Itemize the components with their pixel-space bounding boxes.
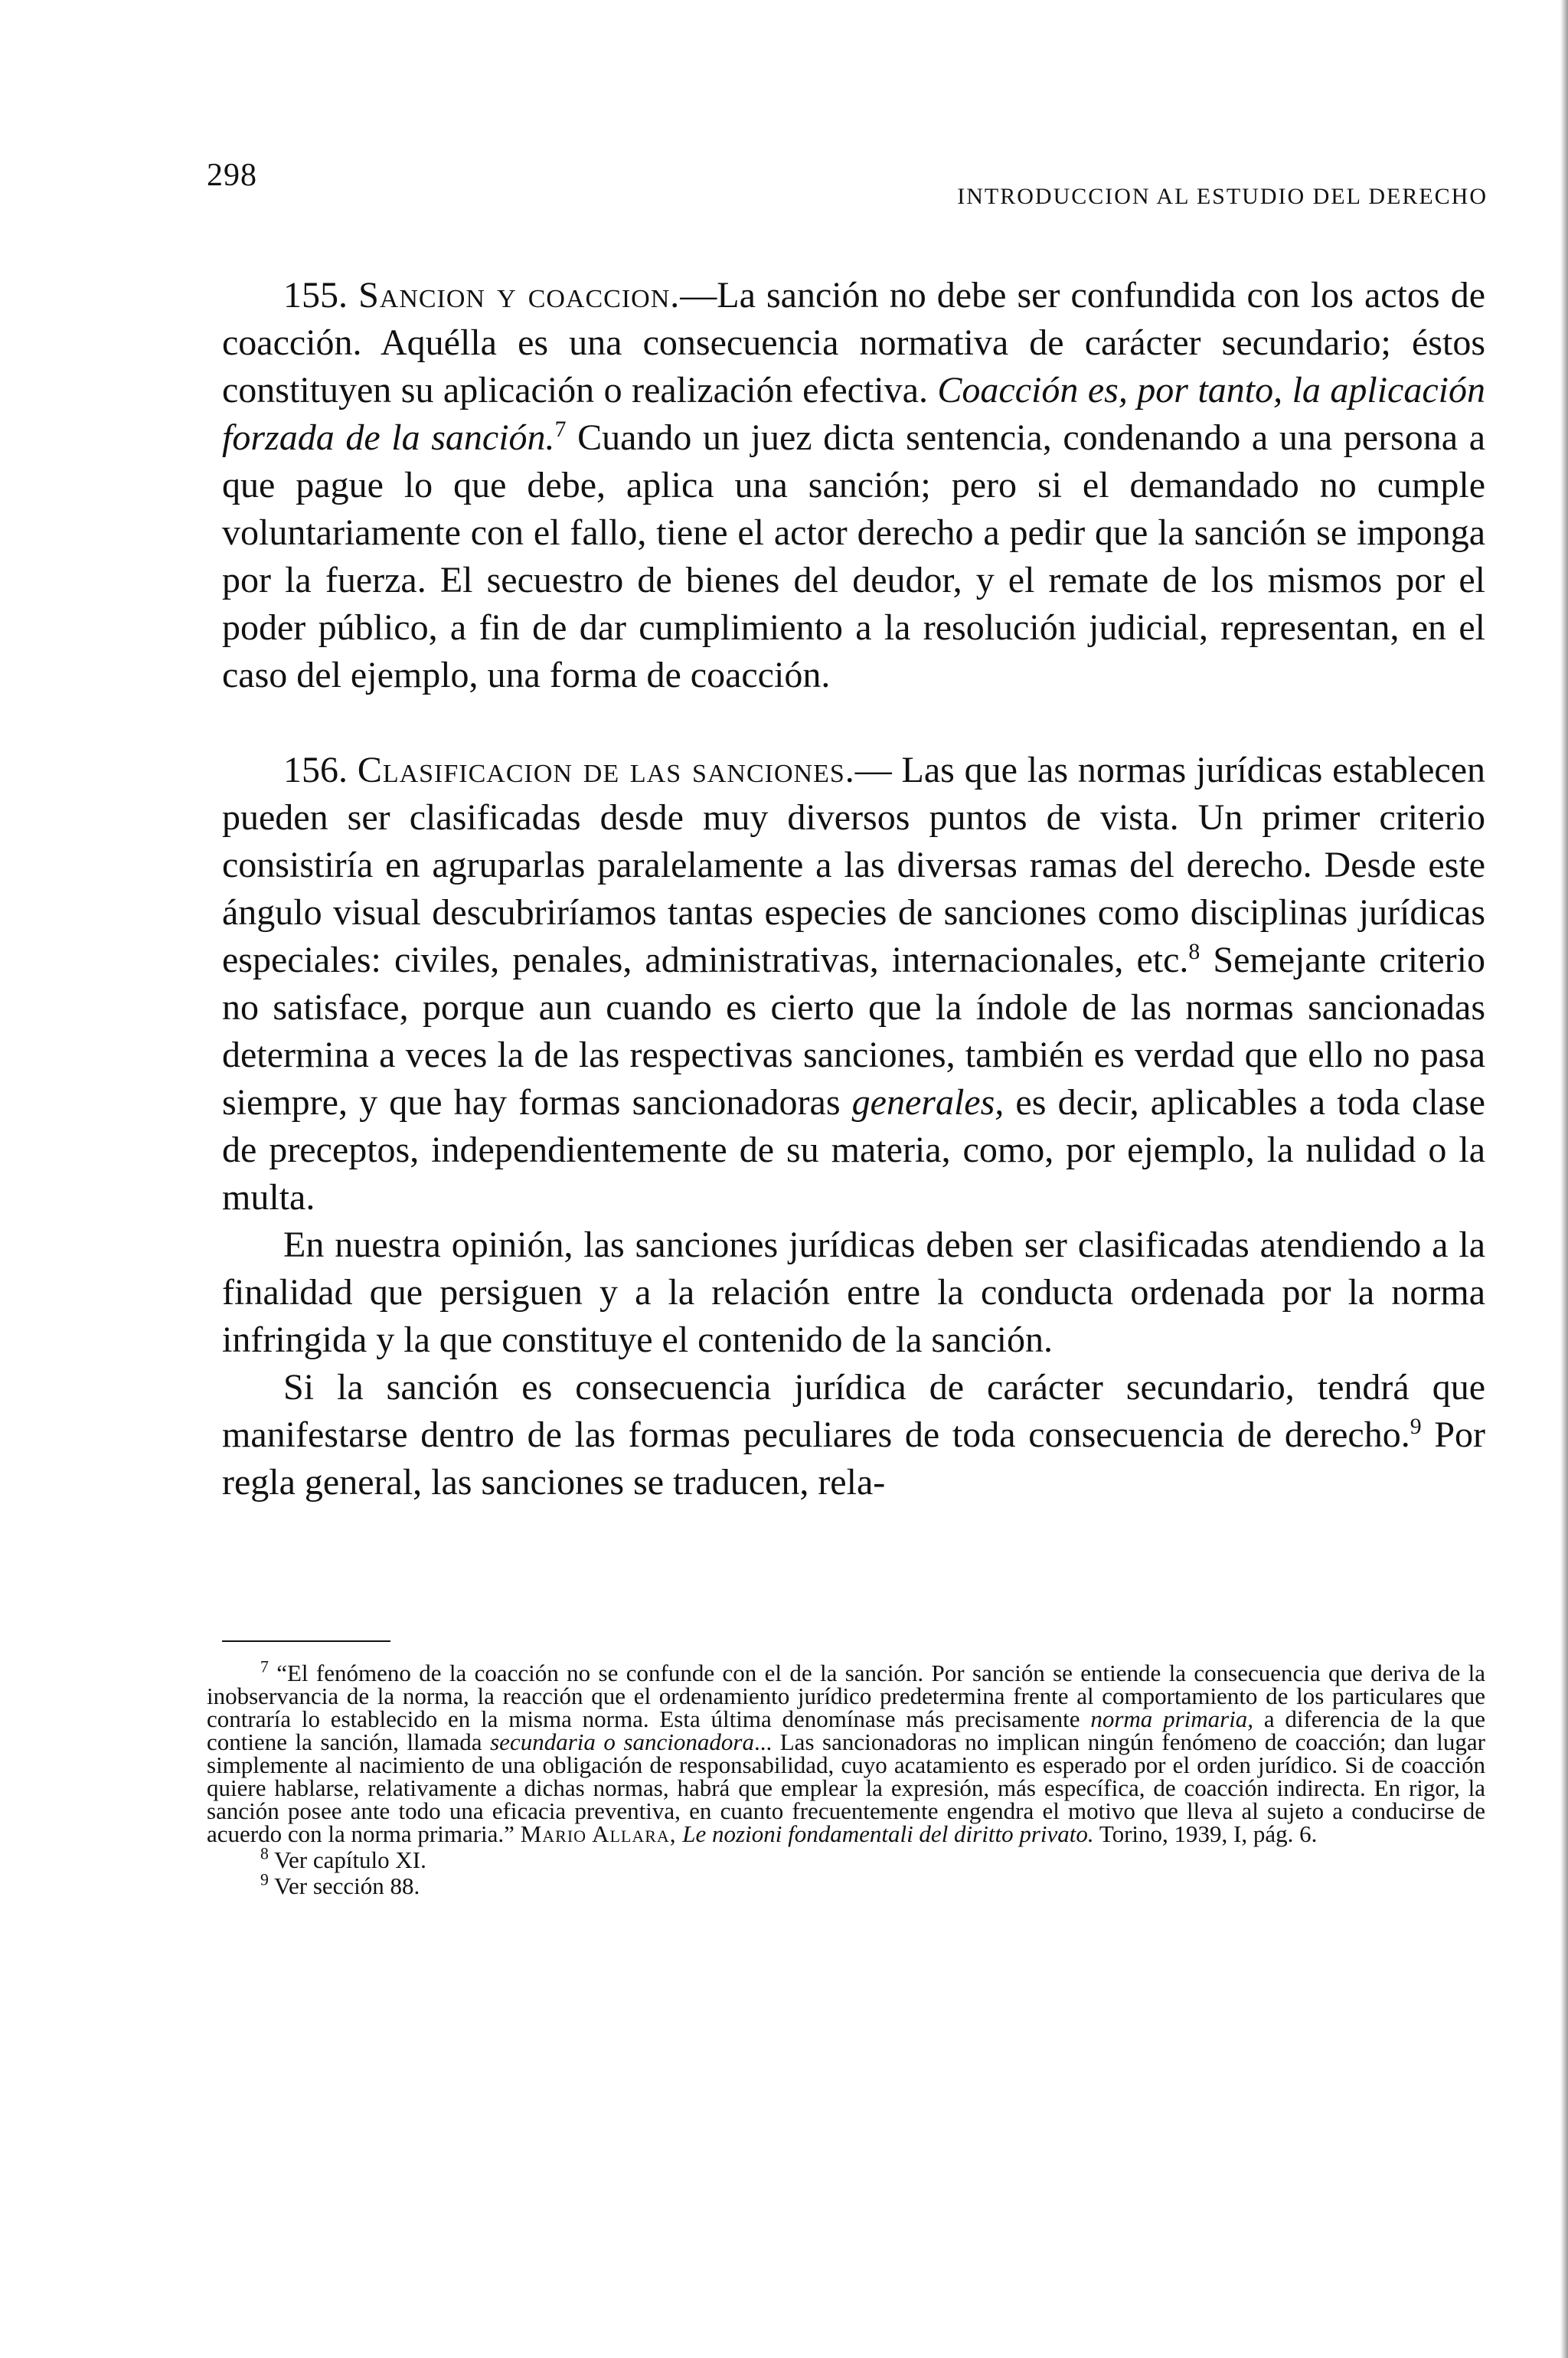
paragraph-text: Cuando un juez dicta sentencia, condenando a una persona a que pague lo que debe, aplica una sanción; pero si el demandado no cumple voluntariamente con el fallo, tiene el actor derecho a pedir que la sanción se imponga por la fuerza. El secuestro de bienes del deudor, y el remate de los mismos por el poder público, a fin de dar cumplimiento a la resolución judicial, representan, en el caso del ejemplo, una forma de coacción. [222, 417, 1486, 695]
paragraph-155 [222, 272, 1485, 699]
paragraph-text: —La sanción no debe ser confundida con los actos de coacción. Aquélla es una consecuencia normativa de carácter secundario; éstos constituyen su aplicación o realización efectiva. [222, 275, 1485, 410]
footnote-text: ... Las sancionadoras no implican ningún fenómeno de coacción; dan lugar simplemente al nacimiento de una obligación de responsabilidad, cuyo acatamiento es esperado por el orden jurídico. Si de coacción quiere hablarse, relativamente a dichas normas, habrá que emplear la expresión, más específica, de coacción indirecta. En rigor, la sanción posee ante todo una eficacia preventiva, en cuanto frecuentemente engendra el motivo que lleva al sujeto a conducirse de acuerdo con la norma primaria.” [207, 1728, 1485, 1847]
footnote-separator [222, 1640, 390, 1642]
cited-author: Mario Allara, [520, 1820, 677, 1847]
footnote-emphasis: norma primaria, [1090, 1706, 1254, 1732]
page-number: 298 [207, 158, 257, 193]
section-heading: Clasificacion de las sanciones. [357, 750, 855, 790]
section-number: 155. [283, 275, 348, 316]
section-number: 156. [283, 750, 348, 790]
paragraph-text: Por regla general, las sanciones se traducen, rela- [222, 1414, 1485, 1503]
footnote-marker: 7 [260, 1657, 269, 1676]
section-heading: Sancion y coaccion. [358, 275, 681, 316]
footnotes [207, 1657, 1485, 1899]
body-text [222, 272, 1485, 1506]
footnote-marker: 9 [260, 1870, 269, 1889]
footnote-9 [207, 1870, 1485, 1899]
footnote-text: Ver capítulo XI. [268, 1846, 426, 1873]
paragraph-text: es decir, aplicables a toda clase de preceptos, independientemente de su materia, como, por ejemplo, la nulidad o la multa. [222, 1082, 1485, 1218]
footnote-reference: 9 [1410, 1414, 1422, 1439]
emphasized-word: generales, [851, 1082, 1004, 1123]
footnote-reference: 8 [1188, 939, 1200, 964]
footnote-emphasis: secundaria o sancionadora [490, 1728, 754, 1755]
emphasized-definition: Coacción es, por tanto, la aplicación forzada de la sanción. [222, 370, 1485, 458]
page-edge-shadow [1560, 0, 1568, 2358]
footnote-reference: 7 [554, 417, 567, 442]
footnote-7 [207, 1657, 1485, 1847]
footnote-8 [207, 1844, 1485, 1873]
running-title: INTRODUCCION AL ESTUDIO DEL DERECHO [957, 184, 1488, 209]
footnote-text: Torino, 1939, I, pág. 6. [1093, 1820, 1318, 1847]
paragraph-last [222, 1364, 1485, 1506]
footnote-text: Ver sección 88. [268, 1872, 420, 1899]
footnote-marker: 8 [260, 1844, 269, 1863]
paragraph-text: Semejante criterio no satisface, porque aun cuando es cierto que la índole de las normas sancionadas determina a veces la de las respectivas sanciones, también es verdad que ello no pasa siempre, y que hay formas sancionadoras [222, 940, 1485, 1123]
paragraph-text: Si la sanción es consecuencia jurídica de carácter secundario, tendrá que manifestarse dentro de las formas peculiares de toda consecuencia de derecho. [222, 1367, 1485, 1455]
footnote-text: a diferencia de la que contiene la sanción, llamada [207, 1706, 1485, 1755]
footnote-text: “El fenómeno de la coacción no se confunde con el de la sanción. Por sanción se entiende la consecuencia que deriva de la inobservancia de la norma, la reacción que el ordenamiento jurídico predetermina frente al comportamiento de los particulares que contraría lo establecido en la misma norma. Esta última denomínase más precisamente [207, 1660, 1485, 1732]
paragraph-156 [222, 747, 1485, 1222]
paragraph-text: — Las que las normas jurídicas establecen pueden ser clasificadas desde muy diversos puntos de vista. Un primer criterio consistiría en agruparlas paralelamente a las diversas ramas del derecho. Desde este ángulo visual descubriríamos tantas especies de sanciones como disciplinas jurídicas especiales: civiles, penales, administrativas, internacionales, etc. [222, 750, 1486, 980]
cited-book-title: Le nozioni fondamentali del diritto privato. [676, 1820, 1094, 1847]
paragraph-opinion: En nuestra opinión, las sanciones jurídicas deben ser clasificadas atendiendo a la finalidad que persiguen y a la relación entre la conducta ordenada por la norma infringida y la que constituye el contenido de la sanción. [222, 1225, 1485, 1360]
